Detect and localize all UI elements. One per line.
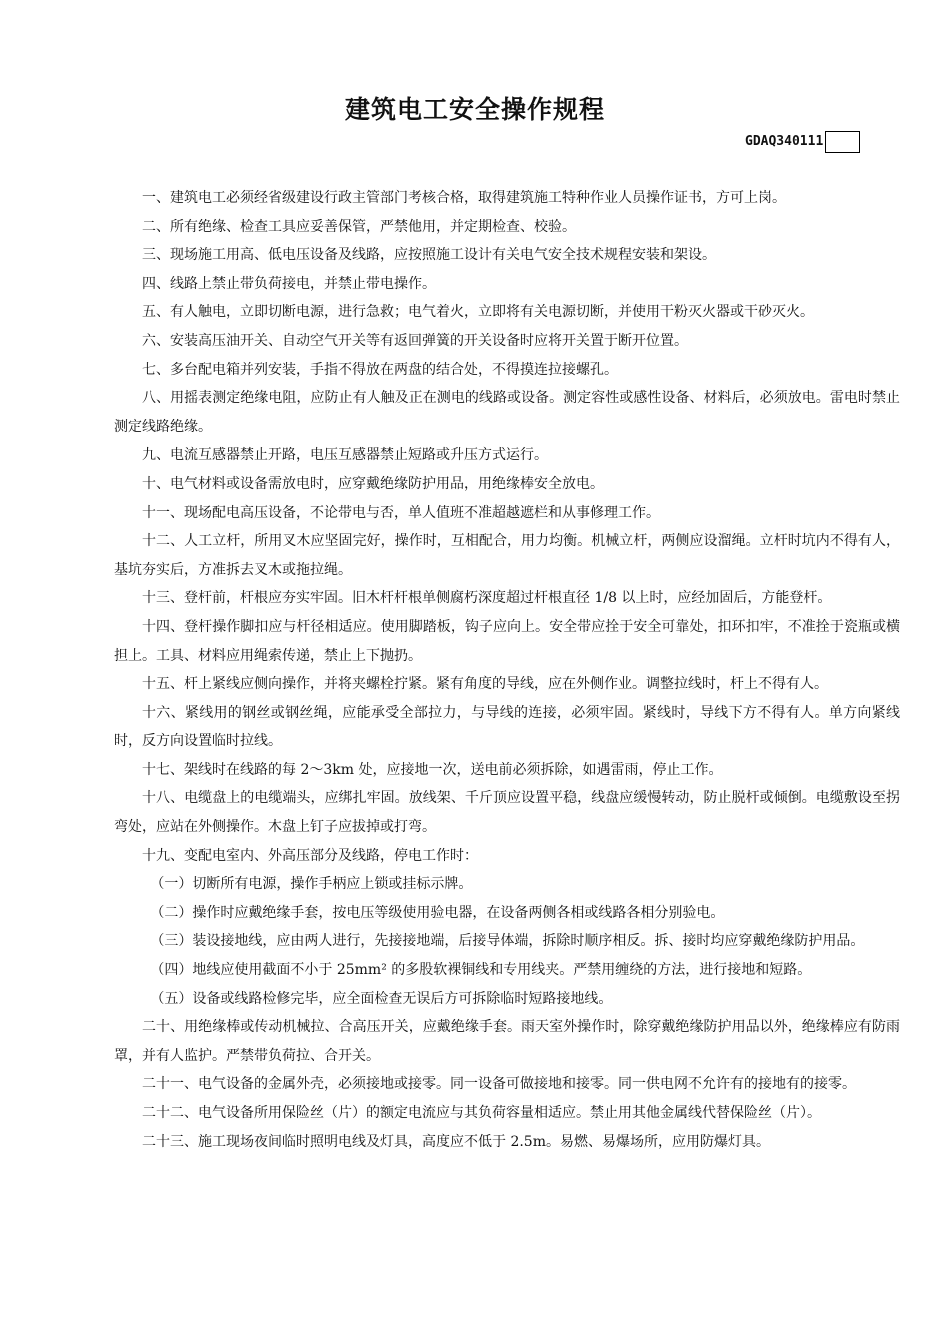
rule-paragraph: 五、有人触电，立即切断电源，进行急救；电气着火，立即将有关电源切断，并使用干粉灭火器或干砂灭火。: [142, 304, 814, 321]
rule-paragraph: 十、电气材料或设备需放电时，应穿戴绝缘防护用品，用绝缘棒安全放电。: [142, 475, 604, 492]
rule-paragraph: 二十、用绝缘棒或传动机械拉、合高压开关，应戴绝缘手套。雨天室外操作时，除穿戴绝缘防护用品以外，绝缘棒应有防雨罩，并有人监护。严禁带负荷拉、合开关。: [114, 1019, 900, 1064]
rule-sub-item: （一）切断所有电源，操作手柄应上锁或挂标示牌。: [150, 876, 473, 893]
document-title: 建筑电工安全操作规程: [344, 95, 605, 124]
rule-paragraph: 六、安装高压油开关、自动空气开关等有返回弹簧的开关设备时应将开关置于断开位置。: [142, 332, 688, 349]
rule-sub-item: （三）装设接地线，应由两人进行，先接接地端，后接导体端，拆除时顺序相反。拆、接时均应穿戴绝缘防护用品。: [150, 933, 865, 950]
rule-paragraph: 九、电流互感器禁止开路，电压互感器禁止短路或升压方式运行。: [142, 447, 548, 464]
rule-sub-item: （四）地线应使用截面不小于 25mm² 的多股软裸铜线和专用线夹。严禁用缠绕的方法，进行接地和短路。: [150, 962, 812, 979]
document-code: GDAQ340111: [745, 134, 824, 149]
rule-paragraph: 二十一、电气设备的金属外壳，必须接地或接零。同一设备可做接地和接零。同一供电网不允许有的接地有的接零。: [142, 1076, 856, 1093]
rule-paragraph: 十五、杆上紧线应侧向操作，并将夹螺栓拧紧。紧有角度的导线，应在外侧作业。调整拉线时，杆上不得有人。: [142, 676, 828, 693]
rule-paragraph: 四、线路上禁止带负荷接电，并禁止带电操作。: [142, 275, 436, 292]
rule-paragraph: 八、用摇表测定绝缘电阻，应防止有人触及正在测电的线路或设备。测定容性或感性设备、材料后，必须放电。雷电时禁止测定线路绝缘。: [114, 390, 900, 435]
document-code-box: [825, 131, 860, 153]
document-body: [114, 184, 900, 1156]
rule-paragraph: 十三、登杆前，杆根应夯实牢固。旧木杆杆根单侧腐朽深度超过杆根直径 1/8 以上时，应经加固后，方能登杆。: [142, 590, 832, 607]
rule-paragraph: 二十三、施工现场夜间临时照明电线及灯具，高度应不低于 2.5m。易燃、易爆场所，应用防爆灯具。: [142, 1133, 770, 1150]
rule-paragraph: 十八、电缆盘上的电缆端头，应绑扎牢固。放线架、千斤顶应设置平稳，线盘应缓慢转动，防止脱杆或倾倒。电缆敷设至拐弯处，应站在外侧操作。木盘上钉子应拔掉或打弯。: [114, 790, 900, 836]
rule-paragraph: 二十二、电气设备所用保险丝（片）的额定电流应与其负荷容量相适应。禁止用其他金属线代替保险丝（片）。: [142, 1105, 821, 1121]
rule-paragraph: 七、多台配电箱并列安装，手指不得放在两盘的结合处，不得摸连拉接螺孔。: [142, 361, 618, 378]
rule-paragraph: 一、建筑电工必须经省级建设行政主管部门考核合格，取得建筑施工特种作业人员操作证书，方可上岗。: [142, 190, 786, 206]
rule-paragraph: 十二、人工立杆，所用叉木应坚固完好，操作时，互相配合，用力均衡。机械立杆，两侧应设溜绳。立杆时坑内不得有人，基坑夯实后，方准拆去叉木或拖拉绳。: [114, 533, 900, 578]
document-code-row: [745, 131, 860, 153]
rule-paragraph: 十九、变配电室内、外高压部分及线路，停电工作时：: [142, 847, 478, 864]
rule-paragraph: 二、所有绝缘、检查工具应妥善保管，严禁他用，并定期检查、校验。: [142, 218, 576, 235]
rule-paragraph: 十一、现场配电高压设备，不论带电与否，单人值班不准超越遮栏和从事修理工作。: [142, 504, 660, 521]
rule-paragraph: 十四、登杆操作脚扣应与杆径相适应。使用脚踏板，钩子应向上。安全带应拴于安全可靠处，扣环扣牢，不准拴于瓷瓶或横担上。工具、材料应用绳索传递，禁止上下抛扔。: [114, 618, 900, 664]
rule-sub-item: （二）操作时应戴绝缘手套，按电压等级使用验电器，在设备两侧各相或线路各相分别验电。: [150, 904, 725, 921]
rule-paragraph: 十六、紧线用的钢丝或钢丝绳，应能承受全部拉力，与导线的连接，必须牢固。紧线时，导线下方不得有人。单方向紧线时，反方向设置临时拉线。: [114, 704, 900, 750]
rule-sub-item: （五）设备或线路检修完毕，应全面检查无误后方可拆除临时短路接地线。: [150, 990, 613, 1007]
rule-paragraph: 十七、架线时在线路的每 2～3km 处，应接地一次，送电前必须拆除，如遇雷雨，停止工作。: [142, 761, 723, 778]
rule-paragraph: 三、现场施工用高、低电压设备及线路，应按照施工设计有关电气安全技术规程安装和架设。: [142, 247, 716, 264]
